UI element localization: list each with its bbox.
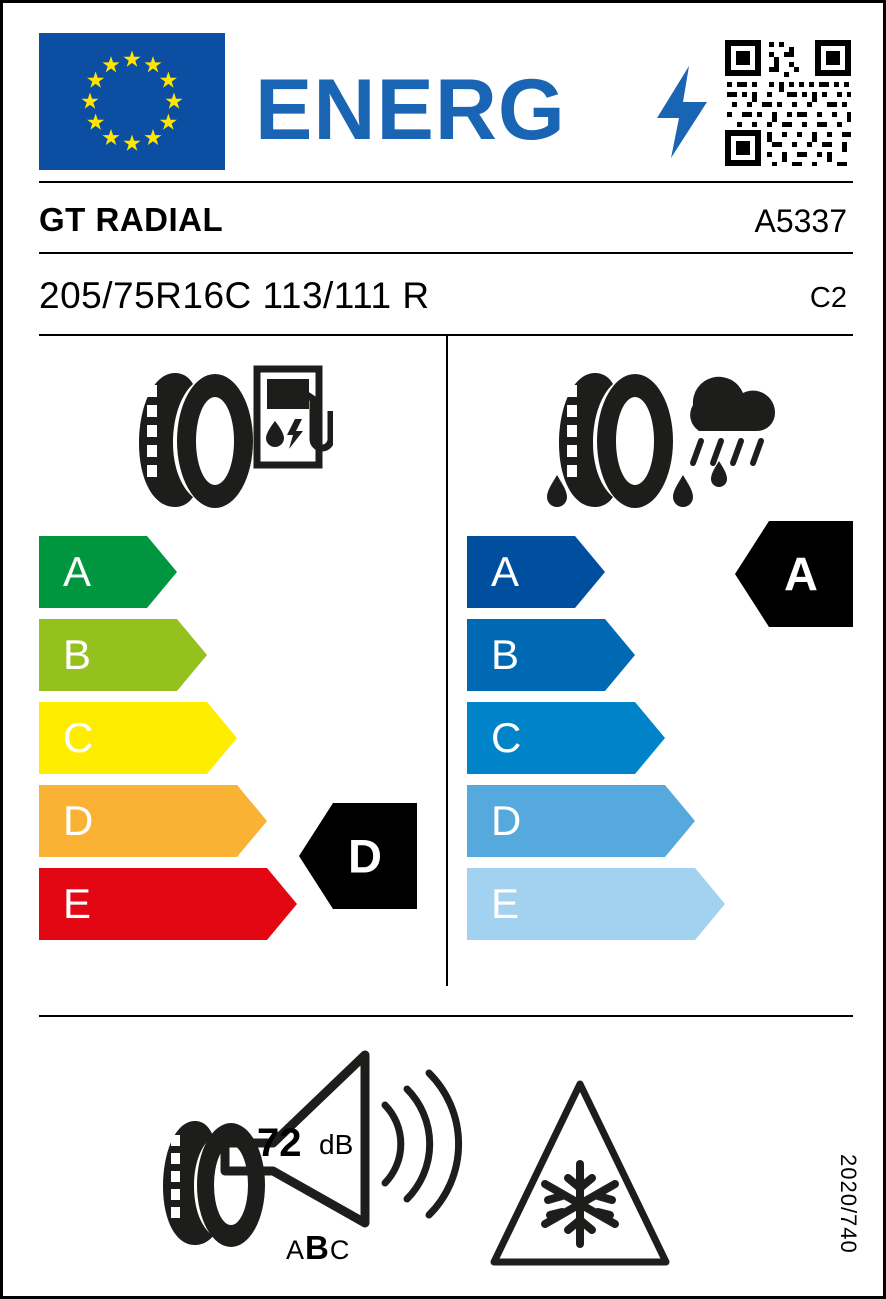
- noise-class-c: C: [329, 1235, 351, 1265]
- wet-grip-rating-letter: A: [784, 547, 818, 601]
- divider-bottom: [39, 1015, 853, 1017]
- tyre-fuel-pump-icon: [123, 355, 333, 515]
- noise-unit: dB: [319, 1129, 354, 1160]
- fuel-grade-E-letter: E: [63, 880, 92, 927]
- wet-grade-E-letter: E: [491, 880, 520, 927]
- tyre-size: 205/75R16C 113/111 R: [39, 275, 430, 316]
- date-code: 2020/740: [836, 1154, 861, 1254]
- tyre-loudspeaker-icon: [153, 1043, 483, 1268]
- fuel-grade-C-letter: C: [63, 714, 94, 761]
- noise-class-scale: [286, 1229, 350, 1267]
- divider-brand: [39, 252, 853, 254]
- noise-class-a: A: [286, 1235, 306, 1265]
- eu-flag-stars: [39, 33, 225, 170]
- divider-vertical: [446, 336, 448, 986]
- wet-grade-A-letter: A: [491, 548, 520, 595]
- noise-class-selected: B: [305, 1229, 330, 1266]
- wet-grip-rating-marker: [735, 521, 853, 627]
- label-header: [39, 33, 853, 173]
- tyre-rain-cloud-icon: [543, 355, 783, 515]
- lightning-bolt-icon: [653, 66, 709, 158]
- brand-name: GT RADIAL: [39, 201, 224, 238]
- noise-value: 72: [257, 1121, 302, 1165]
- fuel-grade-A-letter: A: [63, 548, 92, 595]
- eu-flag-icon: [39, 33, 225, 170]
- wet-grade-B-letter: B: [491, 631, 520, 678]
- page-title: ENERG: [255, 62, 566, 158]
- fuel-grade-D-letter: D: [63, 797, 94, 844]
- wet-grade-D-letter: D: [491, 797, 522, 844]
- fuel-efficiency-rating-marker: [299, 803, 417, 909]
- divider-top: [39, 181, 853, 183]
- tyre-class: C2: [809, 282, 847, 314]
- model-code: A5337: [754, 203, 847, 239]
- qr-code-icon: [723, 38, 853, 168]
- fuel-grade-B-letter: B: [63, 631, 92, 678]
- snowflake-mountain-icon: [490, 1078, 670, 1268]
- fuel-efficiency-rating-letter: D: [348, 829, 382, 883]
- wet-grade-C-letter: C: [491, 714, 522, 761]
